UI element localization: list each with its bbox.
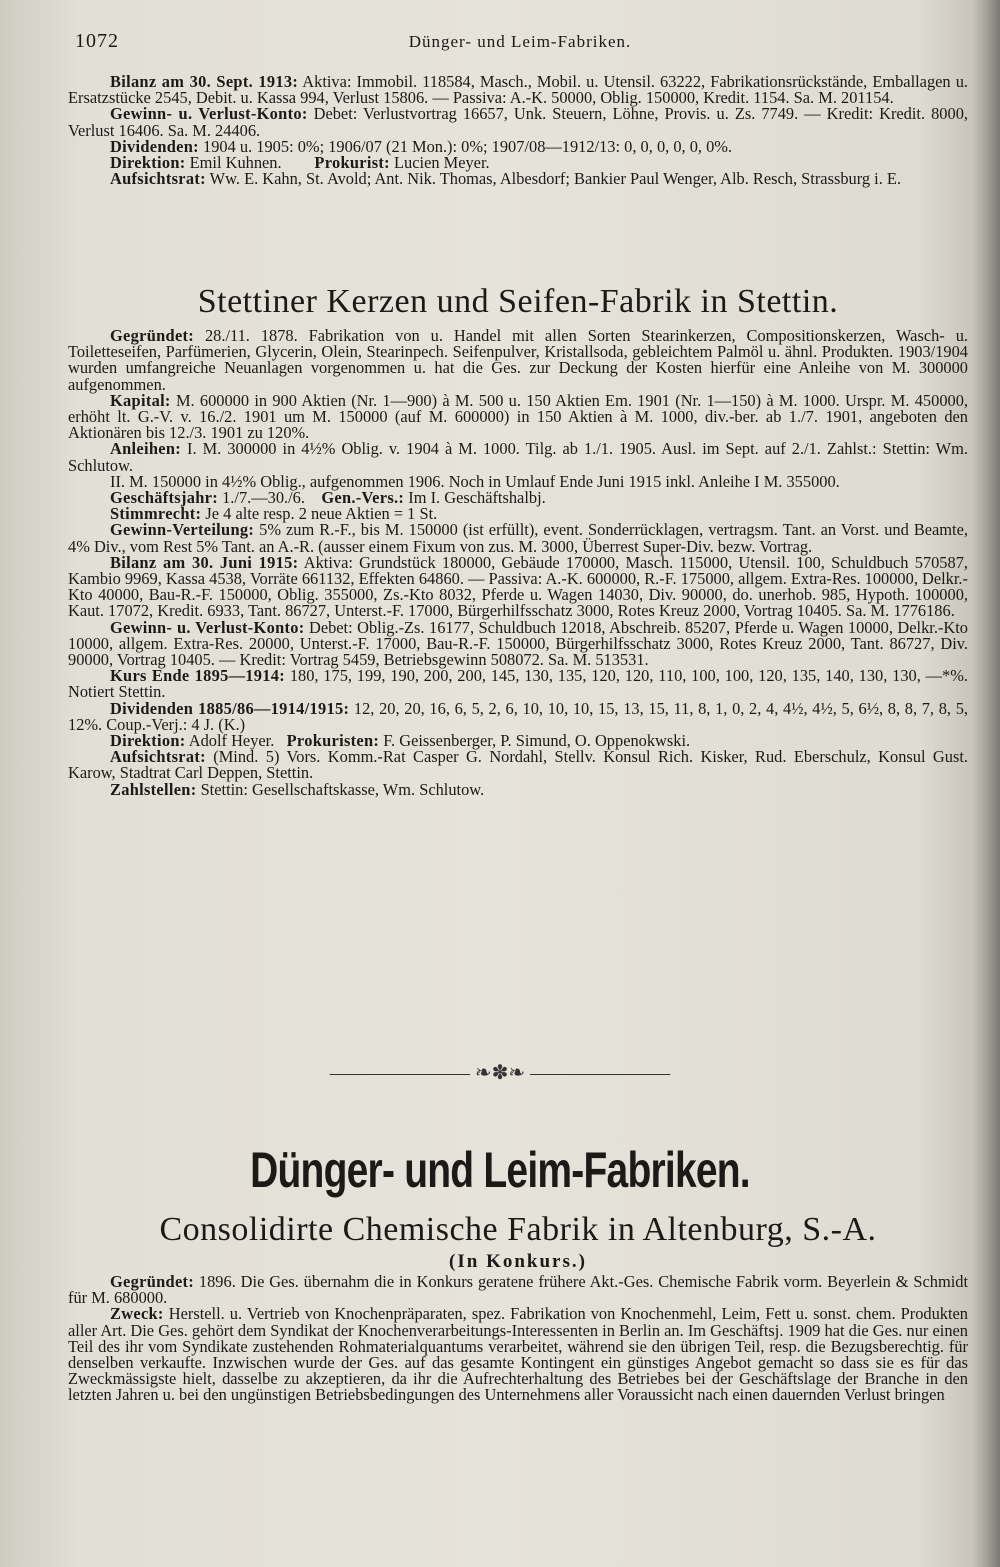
entry-para: Bilanz am 30. Juni 1915: Aktiva: Grundstück 180000, Gebäude 170000, Masch. 115000, Utensil. 100, Schuldbuch 570587, Kambio 9969, Kassa 4538, Vorräte 661132, Effekten 64860. — Passiva: A.-K. 600000, R.-F. 175000, allgem. Extra-Res. 100000, Delkr.-Kto 40000, Bau-R.-F. 150000, Oblig. 355000, Zs.-Kto 8032, Pferde u. Wagen 14030, Div. 90000, do. unerhob. 985, Hypoth. 100000, Kaut. 17072, Kredit. 6933, Tant. 86727, Unterst.-F. 17000, Bürgerhilfsschatz 3000, Rotes Kreuz 2000, Vortrag 10405. Sa. M. 1776186. [68,552,968,621]
entry-para: Zweck: Herstell. u. Vertrieb von Knochenpräparaten, spez. Fabrikation von Knochenmehl, Leim, Fett u. sonst. chem. Produkten aller Art. Die Ges. gehört dem Syndikat der Knochenverarbeitungs-Interessenten in Berlin an. Im Geschäftsj. 1909 hat die Ges. nur einen Teil des ihr vom Syndikate zustehenden Rohmaterialquantums verarbeitet, während sie den übrigen Teil, resp. die Bezugsberechtig. für denselben verkaufte. Inzwischen wurde der Ges. auf das gesamte Kontingent ein günstiges Angebot gemacht so dass sie es für das Zweckmässigste hielt, dasselbe zu akzeptieren, da ihr die Aufrechterhaltung des Betriebes bei der Geschäftslage der Branche in den letzten Jahren u. bei den ungünstigen Betriebsbedingungen des Unternehmens aller Voraussicht nach einen dauernden Verlust bringen [68,1304,968,1405]
entry-para: Stimmrecht: Je 4 alte resp. 2 neue Aktien = 1 St. [110,504,438,524]
section-heading-block [0,1142,1000,1198]
altenburg-entry [68,1210,968,1404]
entry-para: Kurs Ende 1895—1914: 180, 175, 199, 190, 200, 200, 145, 130, 135, 120, 120, 110, 100, 100, 120, 135, 140, 130, 130, —*%. Notiert Stettin. [68,666,968,702]
section-title: Dünger- und Leim-Fabriken. [250,1142,750,1198]
entry-para: Gegründet: 28./11. 1878. Fabrikation von u. Handel mit allen Sorten Stearinkerzen, Compositionskerzen, Wasch- u. Toiletteseifen, Parfümerien, Glycerin, Olein, Stearinpech. Seifenpulver, Kristallsoda, gebleichtem Palmöl u. ähnl. Produkten. 1903/1904 wurden umfangreiche Neuanlagen vorgenommen u. hat die Ges. zur Deckung der Kosten hierfür eine Anleihe von M. 300000 aufgenommen. [68,326,968,394]
company-title: Consolidirte Chemische Fabrik in Altenburg, S.-A. [159,1211,877,1248]
stettin-entry [68,282,968,798]
page-header [75,30,965,56]
entry-para: Gegründet: 1896. Die Ges. übernahm die in Konkurs geratene frühere Akt.-Ges. Chemische Fabrik vorm. Beyerlein & Schmidt für M. 680000. [68,1272,968,1308]
entry-para: Gewinn- u. Verlust-Konto: Debet: Verlustvortrag 16657, Unk. Steuern, Löhne, Provis. u. Zs. 7749. — Kredit: Kredit. 8000, Verlust 16406. Sa. M. 24406. [68,104,968,140]
ornament-icon: ——————— ❧✽❧ ——————— [329,1062,671,1084]
previous-entry [68,74,968,187]
entry-para: Geschäftsjahr: 1./7.—30./6. Gen.-Vers.: Im I. Geschäftshalbj. [110,488,546,508]
page-edge-shadow [972,0,1000,1567]
ornament-divider [0,1060,1000,1085]
page-number: 1072 [75,30,119,52]
entry-para: Gewinn- u. Verlust-Konto: Debet: Oblig.-Zs. 16177, Schuldbuch 12018, Abschreib. 85207, Pferde u. Wagen 10000, Delkr.-Kto 10000, allgem. Extra-Res. 20000, Unterst.-F. 17000, Bau-R.-F. 150000, Bürgerhilfsschatz 3000, Rotes Kreuz 2000, Tant. 86727, Div. 90000, Vortrag 10405. — Kredit: Vortrag 5459, Betriebsgewinn 508072. Sa. M. 513531. [68,617,968,670]
entry-para: Gewinn-Verteilung: 5% zum R.-F., bis M. 150000 (ist erfüllt), event. Sonderrücklagen, vertragsm. Tant. an Vorst. und Beamte, 4% Div., vom Rest 5% Tant. an A.-R. (ausser einem Fixum von zus. M. 3000, Überrest Super-Div. bezw. Vortrag. [68,520,968,556]
entry-para: Bilanz am 30. Sept. 1913: Aktiva: Immobil. 118584, Masch., Mobil. u. Utensil. 63222, Fabrikationsrückstände, Emballagen u. Ersatzstücke 2545, Debit. u. Kassa 994, Verlust 15806. — Passiva: A.-K. 50000, Oblig. 150000, Kredit. 1154. Sa. M. 201154. [68,72,968,108]
entry-para: Aufsichtsrat: Ww. E. Kahn, St. Avold; Ant. Nik. Thomas, Albesdorf; Bankier Paul Wenger, Alb. Resch, Strassburg i. E. [110,169,902,189]
entry-para: II. M. 150000 in 4½% Oblig., aufgenommen 1906. Noch in Umlauf Ende Juni 1915 inkl. Anleihe I M. 355000. [110,471,840,491]
entry-para: Direktion: Emil Kuhnen. Prokurist: Lucien Meyer. [110,153,490,173]
entry-para: Direktion: Adolf Heyer. Prokuristen: F. Geissenberger, P. Simund, O. Oppenokwski. [110,731,691,751]
entry-para: Zahlstellen: Stettin: Gesellschaftskasse, Wm. Schlutow. [110,779,485,799]
entry-para: Aufsichtsrat: (Mind. 5) Vors. Komm.-Rat Casper G. Nordahl, Stellv. Konsul Rich. Kisker, Rud. Eberschulz, Konsul Gust. Karow, Stadtrat Carl Deppen, Stettin. [68,747,968,783]
entry-para: Dividenden 1885/86—1914/1915: 12, 20, 20, 16, 6, 5, 2, 6, 10, 10, 10, 15, 13, 15, 11, 8, 1, 0, 2, 4, 4½, 4½, 5, 6½, 8, 8, 7, 8, 5, 12%. Coup.-Verj.: 4 J. (K.) [68,698,968,734]
running-head: Dünger- und Leim-Fabriken. [408,32,632,51]
company-subtitle: (In Konkurs.) [449,1251,587,1272]
entry-para: Dividenden: 1904 u. 1905: 0%; 1906/07 (21 Mon.): 0%; 1907/08—1912/13: 0, 0, 0, 0, 0, 0%. [110,136,733,156]
company-title: Stettiner Kerzen und Seifen-Fabrik in Stettin. [197,283,839,320]
entry-para: Anleihen: I. M. 300000 in 4½% Oblig. v. 1904 à M. 1000. Tilg. ab 1./1. 1905. Ausl. im Sept. auf 2./1. Zahlst.: Stettin: Wm. Schlutow. [68,439,968,475]
entry-para: Kapital: M. 600000 in 900 Aktien (Nr. 1—900) à M. 500 u. 150 Aktien Em. 1901 (Nr. 1—150) à M. 1000. Urspr. M. 450000, erhöht lt. G.-V. v. 16./2. 1901 um M. 150000 (auf M. 600000) in 150 Aktien à M. 1000, div.-ber. ab 1./7. 1901, angeboten den Aktionären bis 12./3. 1901 zu 120%. [68,390,968,443]
